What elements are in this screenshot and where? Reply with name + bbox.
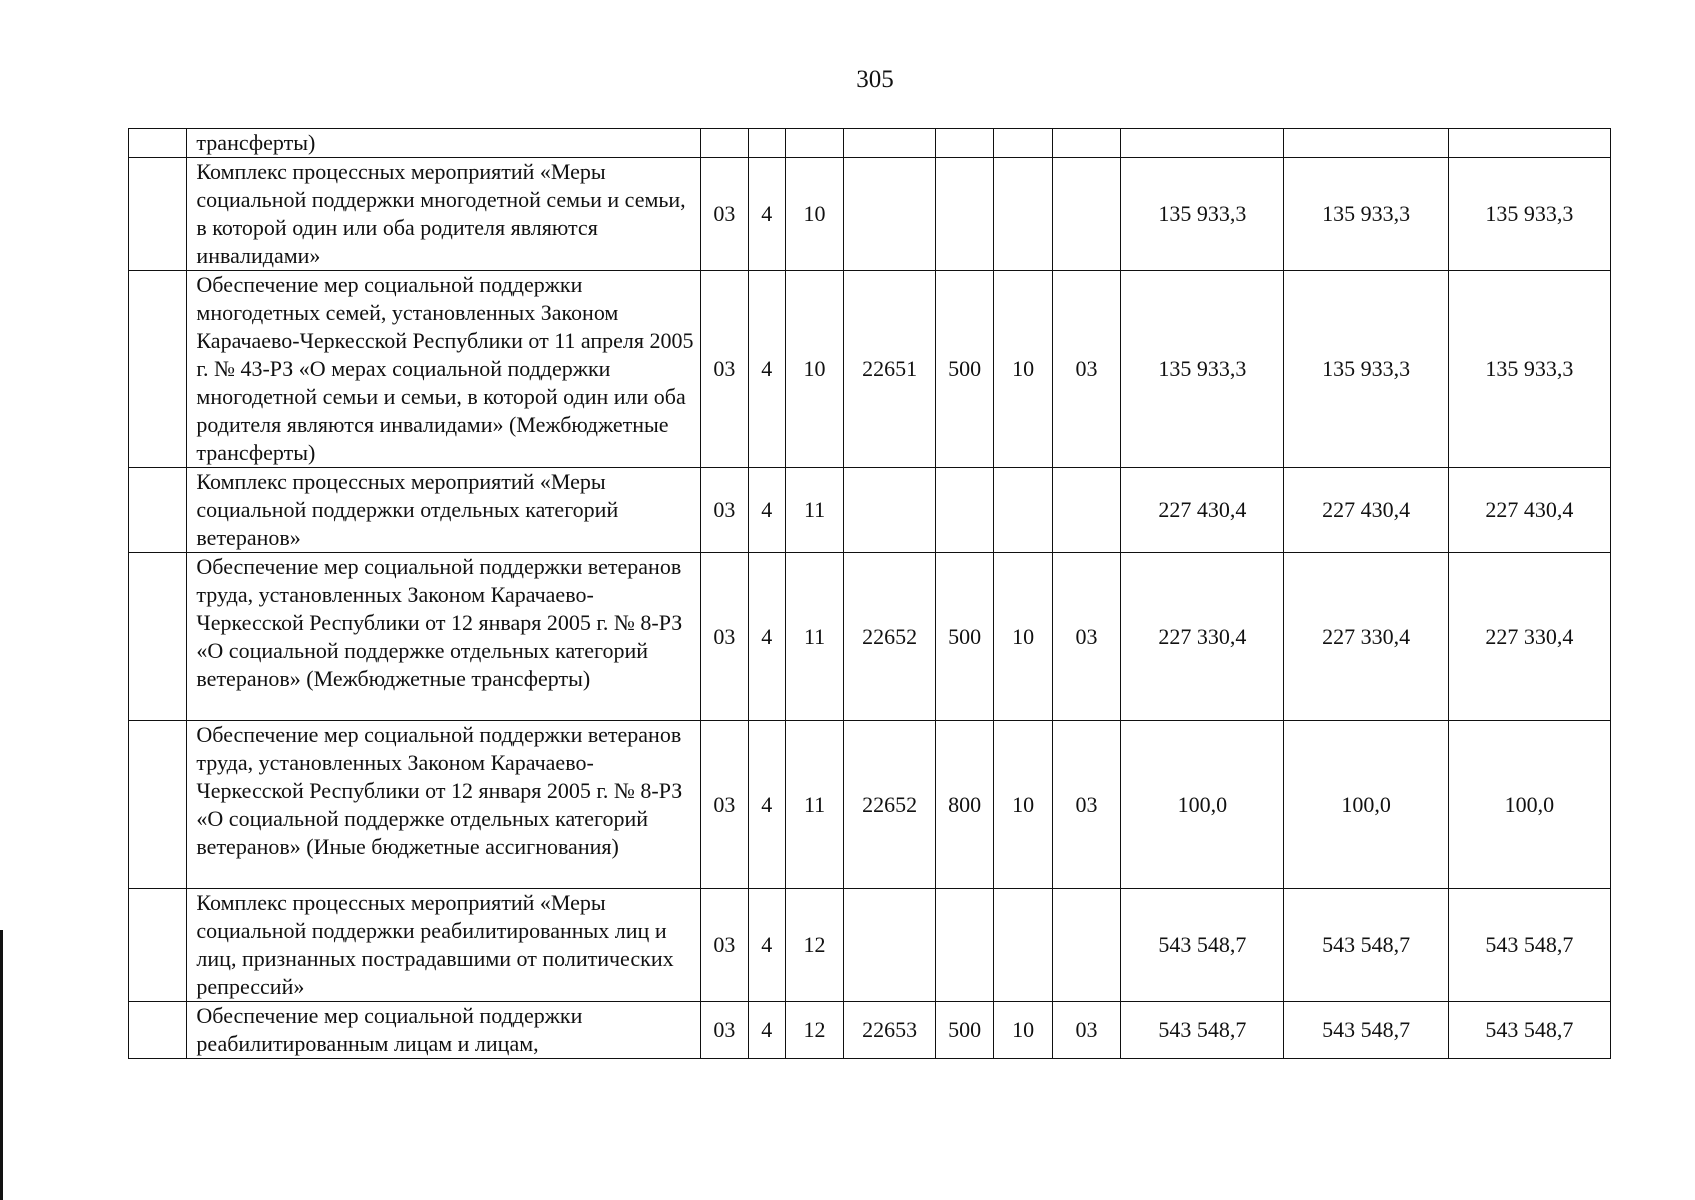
amount-cell: 135 933,3 — [1448, 271, 1610, 468]
code-cell — [935, 129, 993, 158]
amount-cell: 100,0 — [1448, 721, 1610, 889]
code-cell: 4 — [748, 271, 785, 468]
table-row — [129, 158, 1611, 271]
row-name: Комплекс процессных мероприятий «Меры социальной поддержки реабилитированных лиц и лиц, признанных пострадавшими от политических репрессий» — [187, 889, 701, 1002]
amount-cell — [1284, 129, 1448, 158]
code-cell: 22652 — [844, 553, 936, 721]
row-index-cell — [129, 158, 187, 271]
code-cell: 11 — [785, 468, 843, 553]
amount-cell: 100,0 — [1284, 721, 1448, 889]
table-row — [129, 129, 1611, 158]
table-row — [129, 1002, 1611, 1059]
code-cell: 500 — [935, 271, 993, 468]
code-cell — [844, 129, 936, 158]
code-cell — [844, 158, 936, 271]
row-name: Комплекс процессных мероприятий «Меры социальной поддержки многодетной семьи и семьи, в которой один или оба родителя являются инвалидами» — [187, 158, 701, 271]
row-index-cell — [129, 271, 187, 468]
code-cell — [994, 468, 1052, 553]
amount-cell: 227 430,4 — [1448, 468, 1610, 553]
code-cell: 10 — [994, 271, 1052, 468]
amount-cell: 135 933,3 — [1448, 158, 1610, 271]
amount-cell: 543 548,7 — [1448, 1002, 1610, 1059]
code-cell — [748, 129, 785, 158]
code-cell: 4 — [748, 553, 785, 721]
table-row — [129, 889, 1611, 1002]
budget-table — [128, 128, 1611, 1059]
row-index-cell — [129, 129, 187, 158]
code-cell — [701, 129, 748, 158]
code-cell — [785, 129, 843, 158]
code-cell: 03 — [1052, 1002, 1121, 1059]
code-cell: 03 — [1052, 271, 1121, 468]
table-row — [129, 468, 1611, 553]
code-cell — [994, 129, 1052, 158]
code-cell: 03 — [701, 721, 748, 889]
row-index-cell — [129, 553, 187, 721]
code-cell: 4 — [748, 721, 785, 889]
row-name: трансферты) — [187, 129, 701, 158]
code-cell — [844, 889, 936, 1002]
code-cell: 4 — [748, 889, 785, 1002]
table-row — [129, 553, 1611, 721]
code-cell — [935, 468, 993, 553]
code-cell: 03 — [1052, 553, 1121, 721]
code-cell: 10 — [785, 271, 843, 468]
page-number: 305 — [856, 66, 894, 93]
code-cell — [1052, 468, 1121, 553]
code-cell: 12 — [785, 889, 843, 1002]
row-name: Обеспечение мер социальной поддержки многодетных семей, установленных Законом Карачаево-Черкесской Республики от 11 апреля 2005 г. № 43-РЗ «О мерах социальной поддержки многодетной семьи и семьи, в которой один или оба родителя являются инвалидами» (Межбюджетные трансферты) — [187, 271, 701, 468]
amount-cell: 227 330,4 — [1121, 553, 1284, 721]
amount-cell: 543 548,7 — [1121, 1002, 1284, 1059]
amount-cell: 227 330,4 — [1284, 553, 1448, 721]
amount-cell: 227 430,4 — [1121, 468, 1284, 553]
amount-cell: 227 430,4 — [1284, 468, 1448, 553]
row-index-cell — [129, 889, 187, 1002]
row-index-cell — [129, 721, 187, 889]
code-cell — [844, 468, 936, 553]
amount-cell — [1121, 129, 1284, 158]
code-cell: 03 — [701, 889, 748, 1002]
row-index-cell — [129, 1002, 187, 1059]
amount-cell — [1448, 129, 1610, 158]
code-cell: 03 — [701, 271, 748, 468]
scan-edge-mark — [0, 930, 3, 1200]
row-name: Обеспечение мер социальной поддержки ветеранов труда, установленных Законом Карачаево-Черкесской Республики от 12 января 2005 г. № 8-РЗ «О социальной поддержке отдельных категорий ветеранов» (Иные бюджетные ассигнования) — [187, 721, 701, 889]
code-cell — [994, 889, 1052, 1002]
row-name: Обеспечение мер социальной поддержки реабилитированным лицам и лицам, — [187, 1002, 701, 1059]
amount-cell: 543 548,7 — [1121, 889, 1284, 1002]
row-name: Обеспечение мер социальной поддержки ветеранов труда, установленных Законом Карачаево-Черкесской Республики от 12 января 2005 г. № 8-РЗ «О социальной поддержке отдельных категорий ветеранов» (Межбюджетные трансферты) — [187, 553, 701, 721]
table-row — [129, 721, 1611, 889]
code-cell: 500 — [935, 1002, 993, 1059]
code-cell: 500 — [935, 553, 993, 721]
code-cell: 22651 — [844, 271, 936, 468]
code-cell: 22653 — [844, 1002, 936, 1059]
code-cell: 800 — [935, 721, 993, 889]
code-cell — [994, 158, 1052, 271]
code-cell: 03 — [701, 158, 748, 271]
amount-cell: 135 933,3 — [1284, 271, 1448, 468]
amount-cell: 543 548,7 — [1284, 1002, 1448, 1059]
code-cell: 10 — [994, 721, 1052, 889]
code-cell: 10 — [994, 553, 1052, 721]
code-cell: 10 — [994, 1002, 1052, 1059]
code-cell: 03 — [701, 468, 748, 553]
code-cell: 4 — [748, 1002, 785, 1059]
amount-cell: 227 330,4 — [1448, 553, 1610, 721]
code-cell — [935, 158, 993, 271]
table-row — [129, 271, 1611, 468]
row-name: Комплекс процессных мероприятий «Меры социальной поддержки отдельных категорий ветеранов» — [187, 468, 701, 553]
amount-cell: 100,0 — [1121, 721, 1284, 889]
code-cell: 11 — [785, 553, 843, 721]
row-index-cell — [129, 468, 187, 553]
code-cell: 10 — [785, 158, 843, 271]
code-cell — [1052, 158, 1121, 271]
code-cell: 03 — [701, 1002, 748, 1059]
amount-cell: 543 548,7 — [1284, 889, 1448, 1002]
amount-cell: 135 933,3 — [1121, 158, 1284, 271]
code-cell: 03 — [701, 553, 748, 721]
code-cell — [1052, 129, 1121, 158]
code-cell: 22652 — [844, 721, 936, 889]
code-cell — [935, 889, 993, 1002]
amount-cell: 543 548,7 — [1448, 889, 1610, 1002]
amount-cell: 135 933,3 — [1284, 158, 1448, 271]
code-cell: 11 — [785, 721, 843, 889]
amount-cell: 135 933,3 — [1121, 271, 1284, 468]
code-cell: 4 — [748, 158, 785, 271]
code-cell: 12 — [785, 1002, 843, 1059]
code-cell: 4 — [748, 468, 785, 553]
code-cell — [1052, 889, 1121, 1002]
code-cell: 03 — [1052, 721, 1121, 889]
